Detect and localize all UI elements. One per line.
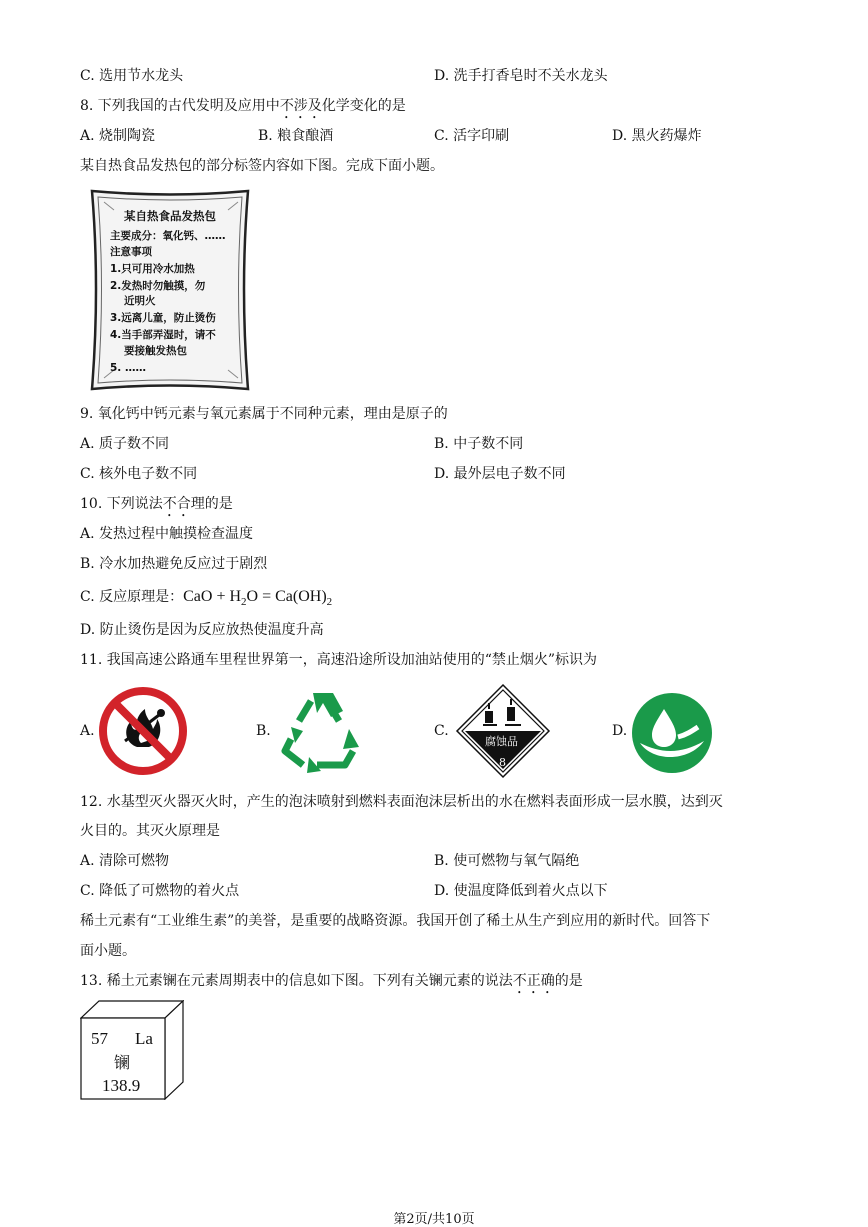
corrosive-label: 腐蚀品 [485, 735, 518, 748]
q9-stem: 9. 氧化钙中钙元素与氧元素属于不同种元素，理由是原子的 [80, 406, 448, 422]
q11-stem: 11. 我国高速公路通车里程世界第一，高速沿途所设加油站使用的“禁止烟火”标识为 [80, 652, 598, 668]
intro-rare-earth-line1: 稀土元素有“工业维生素”的美誉，是重要的战略资源。我国开创了稀土从生产到应用的新时代。回答下 [80, 913, 711, 929]
heat-pack-line: 5. …… [110, 362, 146, 374]
heat-pack-line: 主要成分：氧化钙、…… [110, 230, 226, 242]
water-saving-sign-icon [630, 691, 714, 775]
q10-option-c: C. 反应原理是：CaO + $H_2O = Ca(OH)_2$ [80, 588, 333, 609]
q8-option-c: C. 活字印刷 [434, 128, 510, 144]
corrosive-class-number: 8 [499, 756, 506, 769]
q8-option-d: D. 黑火药爆炸 [612, 128, 702, 144]
heat-pack-line: 4.当手部弄湿时，请不 [110, 329, 216, 341]
q7-option-d: D. 洗手打香皂时不关水龙头 [434, 68, 608, 84]
q12-option-a: A. 清除可燃物 [80, 853, 170, 869]
q12-option-d: D. 使温度降低到着火点以下 [434, 883, 608, 899]
q10-option-d: D. 防止烫伤是因为反应放热使温度升高 [80, 622, 324, 638]
q11-option-c: C. [434, 723, 449, 739]
q9-option-c: C. 核外电子数不同 [80, 466, 198, 482]
element-symbol: La [135, 1029, 153, 1048]
q10-stem: 10. 下列说法不合理的是 [80, 496, 233, 512]
q13-emphasis: 不正确 [512, 973, 555, 989]
no-fire-sign-icon [97, 685, 189, 777]
q12-option-b: B. 使可燃物与氧气隔绝 [434, 853, 580, 869]
element-atomic-mass: 138.9 [102, 1076, 141, 1095]
heat-pack-line: 注意事项 [110, 246, 152, 258]
q8-stem: 8. 下列我国的古代发明及应用中不涉及化学变化的是 [80, 98, 406, 114]
heat-pack-line: 3.远离儿童，防止烫伤 [110, 312, 216, 324]
heat-pack-title: 某自热食品发热包 [124, 209, 216, 223]
element-cell-figure [80, 1000, 184, 1100]
q10-option-a: A. 发热过程中触摸检查温度 [80, 526, 254, 542]
q11-option-a: A. [80, 723, 95, 739]
heat-pack-line: 1.只可用冷水加热 [110, 263, 195, 275]
heat-pack-line: 2.发热时勿触摸，勿 [110, 280, 206, 292]
q8-option-a: A. 烧制陶瓷 [80, 128, 156, 144]
recycle-sign-icon [273, 687, 365, 775]
heat-pack-line: 近明火 [124, 295, 156, 307]
q9-option-b: B. 中子数不同 [434, 436, 524, 452]
q11-option-d: D. [612, 723, 628, 739]
page-footer: 第2页/共10页 [393, 1212, 475, 1227]
q12-option-c: C. 降低了可燃物的着火点 [80, 883, 240, 899]
q11-option-b: B. [256, 723, 271, 739]
q8-option-b: B. 粮食酿酒 [258, 128, 334, 144]
reaction-formula: CaO + $H_2O = Ca(OH)_2$ [183, 588, 333, 609]
q12-stem-line1: 12. 水基型灭火器灭火时，产生的泡沫喷射到燃料表面泡沫层析出的水在燃料表面形成一层水膜，达到灭 [80, 794, 723, 810]
element-atomic-number: 57 [91, 1029, 108, 1048]
intro-rare-earth-line2: 面小题。 [80, 943, 136, 959]
heat-pack-line: 要接触发热包 [124, 345, 187, 357]
q9-option-a: A. 质子数不同 [80, 436, 170, 452]
q8-emphasis: 不涉及 [279, 98, 322, 114]
q7-option-c: C. 选用节水龙头 [80, 68, 184, 84]
q10-option-b: B. 冷水加热避免反应过于剧烈 [80, 556, 268, 572]
heat-pack-label-figure [88, 188, 252, 392]
q10-emphasis: 不合 [162, 496, 191, 512]
intro-heat-pack: 某自热食品发热包的部分标签内容如下图。完成下面小题。 [80, 158, 444, 174]
q13-stem: 13. 稀土元素镧在元素周期表中的信息如下图。下列有关镧元素的说法不正确的是 [80, 973, 583, 989]
element-name: 镧 [114, 1053, 131, 1072]
q9-option-d: D. 最外层电子数不同 [434, 466, 566, 482]
q12-stem-line2: 火目的。其灭火原理是 [80, 823, 220, 839]
